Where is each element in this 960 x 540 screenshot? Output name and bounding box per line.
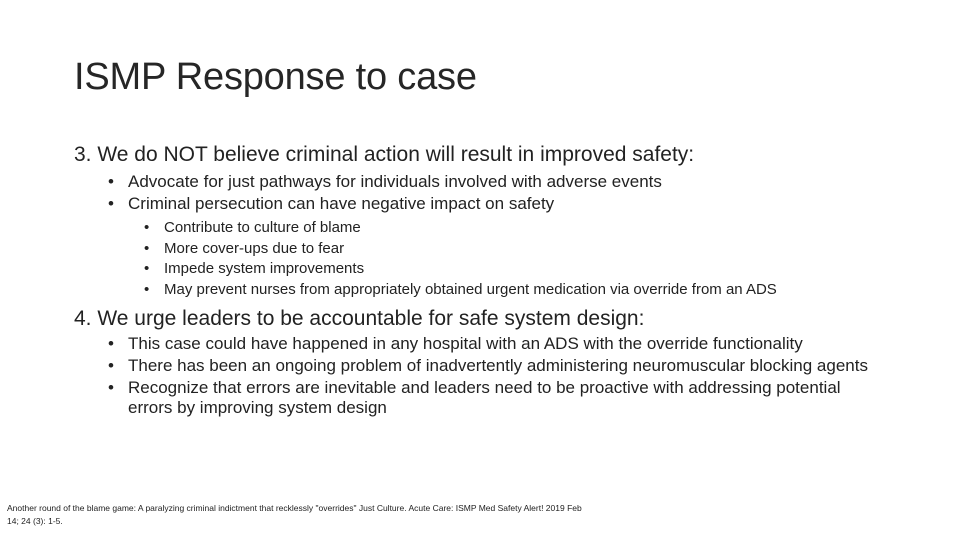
bullet-marker: • [108,194,114,213]
subbullet-item [144,239,777,260]
subbullet-text: Contribute to culture of blame [164,219,361,236]
bullet-marker: • [108,356,114,375]
section-3-subbullet-list [144,218,777,300]
bullet-item [108,172,662,192]
bullet-text: This case could have happened in any hospital with an ADS with the override functionality [128,334,803,353]
subbullet-item [144,218,777,239]
citation-footnote: Another round of the blame game: A paralyzing criminal indictment that recklessly "overrides" Just Culture. Acute Care: ISMP Med Safety Alert! 2019 Feb 14; 24 (3): 1-5. [7,503,582,526]
section-3-bullet-list [108,172,662,216]
bullet-text: Advocate for just pathways for individuals involved with adverse events [128,172,662,191]
bullet-marker: • [108,334,114,353]
subbullet-item [144,259,777,280]
bullet-marker: • [144,260,150,277]
bullet-text: Criminal persecution can have negative impact on safety [128,194,555,213]
bullet-marker: • [108,378,114,397]
bullet-marker: • [144,239,150,257]
bullet-item [108,334,888,354]
bullet-text: There has been an ongoing problem of inadvertently administering neuromuscular blocking agents [128,356,868,375]
bullet-marker: • [144,280,150,298]
subbullet-text: May prevent nurses from appropriately obtained urgent medication via override from an ADS [164,280,777,298]
slide-title: ISMP Response to case [74,56,477,98]
section-4-bullet-list [108,334,888,420]
bullet-item [108,356,888,376]
section-4-heading: 4. We urge leaders to be accountable for safe system design: [74,307,645,330]
bullet-item [108,378,888,417]
bullet-item [108,194,662,214]
section-3-heading: 3. We do NOT believe criminal action will result in improved safety: [74,143,695,166]
bullet-marker: • [144,219,150,236]
subbullet-text: Impede system improvements [164,260,365,277]
subbullet-text: More cover-ups due to fear [164,239,345,257]
bullet-marker: • [108,172,114,191]
subbullet-item [144,280,777,301]
bullet-text: Recognize that errors are inevitable and leaders need to be proactive with addressing potential errors by improving system design [128,378,841,417]
